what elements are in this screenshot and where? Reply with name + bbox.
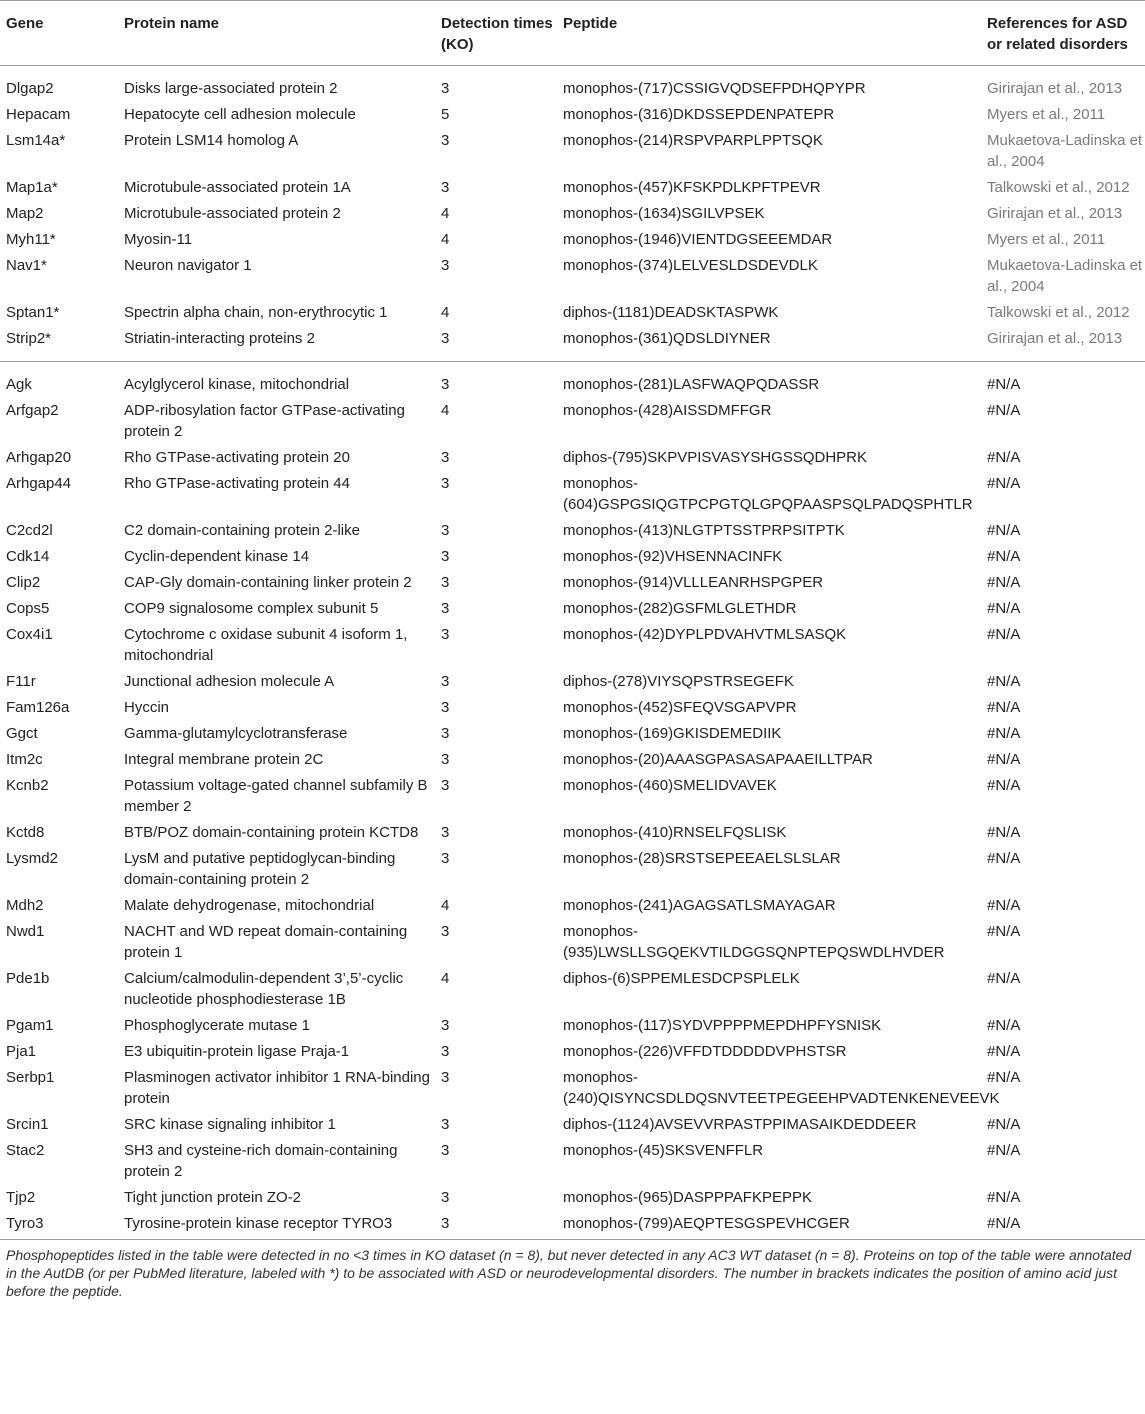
table-row — [0, 541, 1145, 567]
protein-name-cell: Neuron navigator 1 — [124, 257, 252, 274]
table-row — [0, 619, 1145, 666]
protein-name-cell: Microtubule-associated protein 1A — [124, 179, 351, 196]
detection-times-cell: 3 — [441, 475, 450, 492]
peptide-cell: monophos-(45)SKSVENFFLR — [563, 1142, 764, 1159]
protein-name-cell: Gamma-glutamylcyclotransferase — [124, 725, 348, 742]
detection-times-cell: 3 — [441, 725, 450, 742]
protein-name-cell: Malate dehydrogenase, mitochondrial — [124, 897, 375, 914]
protein-name-cell: CAP-Gly domain-containing linker protein 2 — [124, 574, 412, 591]
peptide-cell: monophos-(935)LWSLLSGQEKVTILDGGSQNPTEPQSWDLHVDER — [563, 923, 945, 961]
protein-name-cell: E3 ubiquitin-protein ligase Praja-1 — [124, 1043, 350, 1060]
table-row — [0, 1182, 1145, 1208]
peptide-cell: diphos-(1124)AVSEVVRPASTPPIMASAIKDEDDEER — [563, 1116, 917, 1133]
table-row — [0, 395, 1145, 442]
protein-name-cell: Rho GTPase-activating protein 44 — [124, 475, 350, 492]
reference-cell: #N/A — [987, 1017, 1021, 1034]
protein-name-cell: BTB/POZ domain-containing protein KCTD8 — [124, 824, 419, 841]
peptide-cell: monophos-(214)RSPVPARPLPPTSQK — [563, 132, 823, 149]
peptide-cell: monophos-(717)CSSIGVQDSEFPDHQPYPR — [563, 80, 866, 97]
reference-cell: #N/A — [987, 475, 1021, 492]
gene-cell: Agk — [6, 376, 32, 393]
table-row — [0, 468, 1145, 515]
protein-name-cell: Cyclin-dependent kinase 14 — [124, 548, 310, 565]
reference-cell: #N/A — [987, 897, 1021, 914]
gene-cell: Ggct — [6, 725, 38, 742]
table-row — [0, 1208, 1145, 1240]
gene-cell: Cox4i1 — [6, 626, 53, 643]
reference-cell: Myers et al., 2011 — [987, 106, 1106, 123]
detection-times-cell: 4 — [441, 205, 450, 222]
table-row — [0, 567, 1145, 593]
peptide-cell: diphos-(6)SPPEMLESDCPSPLELK — [563, 970, 800, 987]
reference-cell: Girirajan et al., 2013 — [987, 80, 1123, 97]
detection-times-cell: 4 — [441, 970, 450, 987]
protein-name-cell: Striatin-interacting proteins 2 — [124, 330, 315, 347]
peptide-cell: monophos-(92)VHSENNACINFK — [563, 548, 783, 565]
table-row — [0, 99, 1145, 125]
reference-cell: Myers et al., 2011 — [987, 231, 1106, 248]
detection-times-cell: 4 — [441, 231, 450, 248]
peptide-cell: monophos-(374)LELVESLDSDEVDLK — [563, 257, 818, 274]
gene-cell: Arhgap44 — [6, 475, 72, 492]
detection-times-cell: 4 — [441, 304, 450, 321]
detection-times-cell: 3 — [441, 1069, 450, 1086]
detection-times-cell: 3 — [441, 1043, 450, 1060]
table-row — [0, 916, 1145, 963]
table-row — [0, 1135, 1145, 1182]
reference-cell: Mukaetova-Ladinska et al., 2004 — [987, 257, 1143, 295]
asd-associated-group — [0, 66, 1145, 362]
detection-times-cell: 3 — [441, 522, 450, 539]
table-row — [0, 250, 1145, 297]
protein-name-cell: Hyccin — [124, 699, 170, 716]
protein-name-cell: Rho GTPase-activating protein 20 — [124, 449, 350, 466]
protein-name-cell: SRC kinase signaling inhibitor 1 — [124, 1116, 336, 1133]
reference-cell: #N/A — [987, 923, 1021, 940]
table-row — [0, 666, 1145, 692]
peptide-cell: monophos-(452)SFEQVSGAPVPR — [563, 699, 797, 716]
gene-cell: C2cd2l — [6, 522, 53, 539]
protein-name-cell: C2 domain-containing protein 2-like — [124, 522, 360, 539]
table-row — [0, 172, 1145, 198]
detection-times-cell: 3 — [441, 923, 450, 940]
reference-cell: #N/A — [987, 449, 1021, 466]
gene-cell: Lysmd2 — [6, 850, 58, 867]
reference-cell: #N/A — [987, 777, 1021, 794]
peptide-cell: monophos-(282)GSFMLGLETHDR — [563, 600, 797, 617]
detection-times-cell: 4 — [441, 402, 450, 419]
peptide-cell: monophos-(1946)VIENTDGSEEEMDAR — [563, 231, 833, 248]
detection-times-cell: 3 — [441, 80, 450, 97]
reference-cell: #N/A — [987, 673, 1021, 690]
reference-cell: #N/A — [987, 626, 1021, 643]
table-row — [0, 963, 1145, 1010]
detection-times-cell: 3 — [441, 824, 450, 841]
detection-times-cell: 3 — [441, 1189, 450, 1206]
gene-cell: Hepacam — [6, 106, 71, 123]
table-row — [0, 323, 1145, 362]
reference-cell: #N/A — [987, 1043, 1021, 1060]
reference-cell: #N/A — [987, 376, 1021, 393]
detection-times-cell: 3 — [441, 673, 450, 690]
gene-cell: Arfgap2 — [6, 402, 59, 419]
detection-times-cell: 3 — [441, 751, 450, 768]
gene-cell: Cdk14 — [6, 548, 50, 565]
peptide-cell: monophos-(914)VLLLEANRHSPGPER — [563, 574, 824, 591]
peptide-cell: monophos-(28)SRSTSEPEEAELSLSLAR — [563, 850, 841, 867]
protein-name-cell: Calcium/calmodulin-dependent 3’,5’-cyclic nucleotide phosphodiesterase 1B — [124, 970, 404, 1008]
peptide-cell: monophos-(428)AISSDMFFGR — [563, 402, 772, 419]
header-protein-name: Protein name — [124, 15, 220, 32]
gene-cell: Tjp2 — [6, 1189, 36, 1206]
reference-cell: Talkowski et al., 2012 — [987, 304, 1130, 321]
reference-cell: #N/A — [987, 970, 1021, 987]
reference-cell: #N/A — [987, 725, 1021, 742]
peptide-cell: monophos-(20)AAASGPASASAPAAEILLTPAR — [563, 751, 873, 768]
protein-name-cell: SH3 and cysteine-rich domain-containing protein 2 — [124, 1142, 398, 1180]
detection-times-cell: 3 — [441, 777, 450, 794]
gene-cell: Dlgap2 — [6, 80, 54, 97]
peptide-cell: monophos-(240)QISYNCSDLDQSNVTEETPEGEEHPVADTENKENEVEEVK — [563, 1069, 1000, 1107]
reference-cell: #N/A — [987, 1215, 1021, 1232]
reference-cell: Girirajan et al., 2013 — [987, 205, 1123, 222]
reference-cell: #N/A — [987, 600, 1021, 617]
table-row — [0, 1109, 1145, 1135]
header-row — [0, 1, 1145, 66]
gene-cell: Stac2 — [6, 1142, 45, 1159]
protein-name-cell: Protein LSM14 homolog A — [124, 132, 299, 149]
detection-times-cell: 3 — [441, 626, 450, 643]
table-header — [0, 1, 1145, 66]
gene-cell: Pja1 — [6, 1043, 37, 1060]
detection-times-cell: 3 — [441, 574, 450, 591]
detection-times-cell: 3 — [441, 179, 450, 196]
header-references: References for ASD or related disorders — [987, 15, 1128, 53]
table-row — [0, 692, 1145, 718]
detection-times-cell: 3 — [441, 132, 450, 149]
protein-name-cell: Hepatocyte cell adhesion molecule — [124, 106, 356, 123]
detection-times-cell: 3 — [441, 1116, 450, 1133]
peptide-cell: monophos-(241)AGAGSATLSMAYAGAR — [563, 897, 836, 914]
table-row — [0, 744, 1145, 770]
reference-cell: #N/A — [987, 574, 1021, 591]
gene-cell: Lsm14a* — [6, 132, 66, 149]
detection-times-cell: 3 — [441, 850, 450, 867]
gene-cell: F11r — [6, 673, 36, 690]
peptide-cell: monophos-(117)SYDVPPPPMEPDHPFYSNISK — [563, 1017, 882, 1034]
table-row — [0, 362, 1145, 396]
table-row — [0, 515, 1145, 541]
protein-name-cell: ADP-ribosylation factor GTPase-activating protein 2 — [124, 402, 405, 440]
gene-cell: Clip2 — [6, 574, 41, 591]
detection-times-cell: 3 — [441, 330, 450, 347]
gene-cell: Map2 — [6, 205, 44, 222]
peptide-cell: diphos-(278)VIYSQPSTRSEGEFK — [563, 673, 794, 690]
table-row — [0, 817, 1145, 843]
peptide-cell: monophos-(410)RNSELFQSLISK — [563, 824, 787, 841]
protein-name-cell: Myosin-11 — [124, 231, 193, 248]
header-peptide: Peptide — [563, 15, 618, 32]
peptide-cell: monophos-(799)AEQPTESGSPEVHCGER — [563, 1215, 850, 1232]
reference-cell: Mukaetova-Ladinska et al., 2004 — [987, 132, 1143, 170]
gene-cell: Pde1b — [6, 970, 50, 987]
peptide-cell: monophos-(169)GKISDEMEDIIK — [563, 725, 782, 742]
protein-name-cell: Cytochrome c oxidase subunit 4 isoform 1, mitochondrial — [124, 626, 408, 664]
reference-cell: #N/A — [987, 824, 1021, 841]
protein-name-cell: Integral membrane protein 2C — [124, 751, 324, 768]
reference-cell: #N/A — [987, 751, 1021, 768]
gene-cell: Kcnb2 — [6, 777, 49, 794]
peptide-cell: diphos-(795)SKPVPISVASYSHGSSQDHPRK — [563, 449, 868, 466]
peptide-cell: monophos-(42)DYPLPDVAHVTMLSASQK — [563, 626, 847, 643]
protein-name-cell: Spectrin alpha chain, non-erythrocytic 1 — [124, 304, 388, 321]
detection-times-cell: 4 — [441, 897, 450, 914]
gene-cell: Itm2c — [6, 751, 43, 768]
reference-cell: Talkowski et al., 2012 — [987, 179, 1130, 196]
peptide-cell: monophos-(316)DKDSSEPDENPATEPR — [563, 106, 835, 123]
reference-cell: #N/A — [987, 1069, 1021, 1086]
reference-cell: #N/A — [987, 1189, 1021, 1206]
gene-cell: Strip2* — [6, 330, 52, 347]
table-row — [0, 297, 1145, 323]
detection-times-cell: 3 — [441, 449, 450, 466]
detection-times-cell: 3 — [441, 1215, 450, 1232]
reference-cell: #N/A — [987, 1142, 1021, 1159]
protein-name-cell: Disks large-associated protein 2 — [124, 80, 338, 97]
gene-cell: Serbp1 — [6, 1069, 55, 1086]
other-proteins-group — [0, 362, 1145, 1240]
table-row — [0, 593, 1145, 619]
gene-cell: Nav1* — [6, 257, 47, 274]
gene-cell: Arhgap20 — [6, 449, 72, 466]
table-row — [0, 718, 1145, 744]
table-row — [0, 890, 1145, 916]
reference-cell: #N/A — [987, 699, 1021, 716]
peptide-cell: diphos-(1181)DEADSKTASPWK — [563, 304, 779, 321]
gene-cell: Sptan1* — [6, 304, 60, 321]
peptide-cell: monophos-(965)DASPPPAFKPEPPK — [563, 1189, 813, 1206]
table-row — [0, 1036, 1145, 1062]
gene-cell: Myh11* — [6, 231, 56, 248]
table-row — [0, 442, 1145, 468]
reference-cell: Girirajan et al., 2013 — [987, 330, 1123, 347]
gene-cell: Nwd1 — [6, 923, 45, 940]
table-row — [0, 198, 1145, 224]
gene-cell: Tyro3 — [6, 1215, 44, 1232]
protein-name-cell: Junctional adhesion molecule A — [124, 673, 335, 690]
protein-name-cell: Tight junction protein ZO-2 — [124, 1189, 302, 1206]
table-row — [0, 770, 1145, 817]
protein-name-cell: Microtubule-associated protein 2 — [124, 205, 341, 222]
table-row — [0, 1010, 1145, 1036]
reference-cell: #N/A — [987, 850, 1021, 867]
detection-times-cell: 3 — [441, 548, 450, 565]
protein-name-cell: Potassium voltage-gated channel subfamily B member 2 — [124, 777, 428, 815]
peptide-cell: monophos-(1634)SGILVPSEK — [563, 205, 765, 222]
table-row — [0, 66, 1145, 100]
reference-cell: #N/A — [987, 1116, 1021, 1133]
protein-name-cell: NACHT and WD repeat domain-containing protein 1 — [124, 923, 408, 961]
detection-times-cell: 5 — [441, 106, 450, 123]
detection-times-cell: 3 — [441, 1142, 450, 1159]
protein-name-cell: Tyrosine-protein kinase receptor TYRO3 — [124, 1215, 393, 1232]
header-detection-times: Detection times (KO) — [441, 15, 553, 53]
peptide-cell: monophos-(413)NLGTPTSSTPRPSITPTK — [563, 522, 845, 539]
detection-times-cell: 3 — [441, 600, 450, 617]
table-footnote: Phosphopeptides listed in the table were detected in no <3 times in KO dataset (n = 8), but never detected in any AC3 WT dataset (n = 8). Proteins on top of the table were annotated in the AutDB (or per PubMed literature, labeled with *) to be associated with ASD or neurodevelopmental disorders. The number in brackets indicates the position of amino acid just before the peptide. — [6, 1247, 1132, 1299]
gene-cell: Srcin1 — [6, 1116, 49, 1133]
table-row — [0, 224, 1145, 250]
protein-name-cell: COP9 signalosome complex subunit 5 — [124, 600, 379, 617]
peptide-cell: monophos-(361)QDSLDIYNER — [563, 330, 771, 347]
table-row — [0, 843, 1145, 890]
detection-times-cell: 3 — [441, 1017, 450, 1034]
peptide-cell: monophos-(281)LASFWAQPQDASSR — [563, 376, 820, 393]
protein-name-cell: Phosphoglycerate mutase 1 — [124, 1017, 310, 1034]
table-row — [0, 1062, 1145, 1109]
detection-times-cell: 3 — [441, 257, 450, 274]
protein-name-cell: Acylglycerol kinase, mitochondrial — [124, 376, 350, 393]
reference-cell: #N/A — [987, 522, 1021, 539]
gene-cell: Fam126a — [6, 699, 70, 716]
protein-name-cell: LysM and putative peptidoglycan-binding domain-containing protein 2 — [124, 850, 396, 888]
peptide-cell: monophos-(226)VFFDTDDDDDVPHSTSR — [563, 1043, 847, 1060]
reference-cell: #N/A — [987, 402, 1021, 419]
gene-cell: Map1a* — [6, 179, 58, 196]
gene-cell: Cops5 — [6, 600, 50, 617]
gene-cell: Mdh2 — [6, 897, 44, 914]
detection-times-cell: 3 — [441, 376, 450, 393]
reference-cell: #N/A — [987, 548, 1021, 565]
peptide-cell: monophos-(457)KFSKPDLKPFTPEVR — [563, 179, 821, 196]
peptide-cell: monophos-(604)GSPGSIQGTPCPGTQLGPQPAASPSQLPADQSPHTLR — [563, 475, 973, 513]
header-gene: Gene — [6, 15, 44, 32]
gene-cell: Kctd8 — [6, 824, 45, 841]
peptide-cell: monophos-(460)SMELIDVAVEK — [563, 777, 777, 794]
table-row — [0, 125, 1145, 172]
detection-times-cell: 3 — [441, 699, 450, 716]
protein-name-cell: Plasminogen activator inhibitor 1 RNA-binding protein — [124, 1069, 430, 1107]
gene-cell: Pgam1 — [6, 1017, 54, 1034]
